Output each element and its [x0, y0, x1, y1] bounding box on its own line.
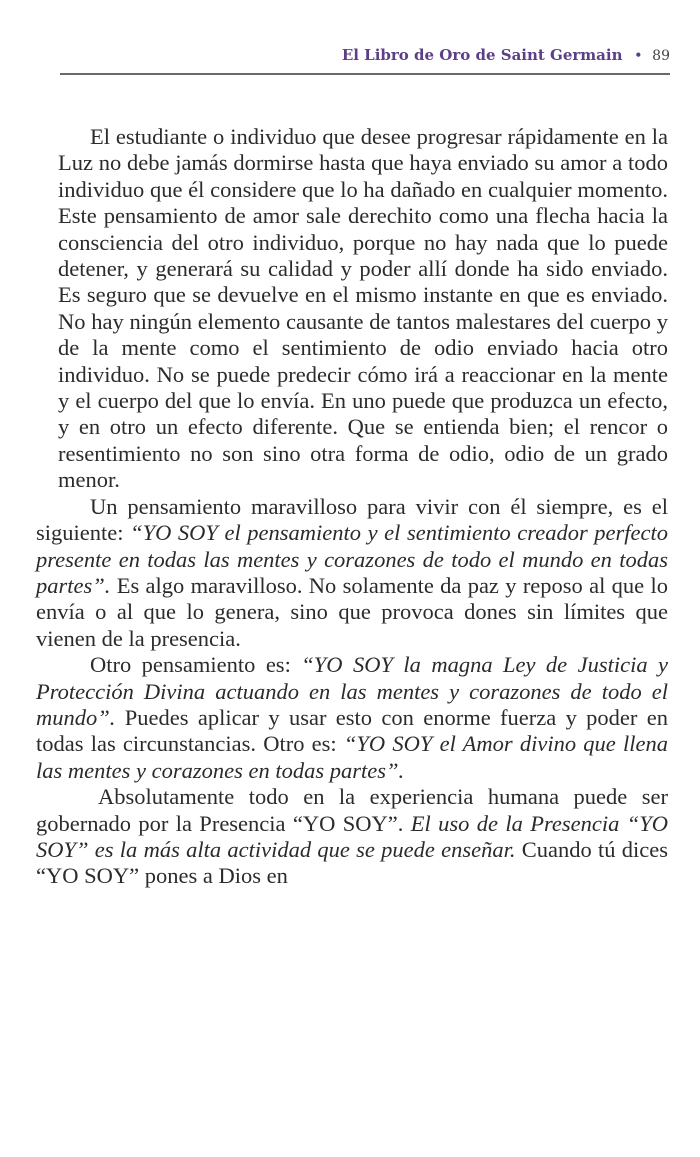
running-header — [60, 46, 670, 70]
page-number: 89 — [652, 48, 670, 64]
paragraph-2-text-a: Un pensamiento maravilloso para vivir con él siempre, es el siguiente: — [36, 493, 668, 546]
paragraph-3-quote-1: “YO SOY la magna Ley de Justicia y Protección Divina actuando en las mentes y corazones de todo el mundo”. — [36, 652, 668, 730]
paragraph-3-text-a: Otro pensamiento es: — [90, 652, 302, 678]
paragraph-3 — [36, 652, 668, 784]
paragraph-1-text: El estudiante o individuo que desee progresar rápidamente en la Luz no debe jamás dormirse hasta que haya enviado su amor a todo individuo que él considere que lo ha dañado en cualquier momento. Este pensamiento de amor sale derechito como una flecha hacia la consciencia del otro individuo, porque no hay nada que lo puede detener, y generará su calidad y poder allí donde ha sido enviado. Es seguro que se devuelve en el mismo instante en que es enviado. No hay ningún elemento causante de tantos malestares del cuerpo y de la mente como el sentimiento de odio enviado hacia otro individuo. No se puede predecir cómo irá a reaccionar en la mente y el cuerpo del que lo envía. En uno puede que produzca un efecto, y en otro un efecto diferente. Que se entienda bien; el rencor o resentimiento no son sino otra forma de odio, odio de un grado menor. — [58, 124, 668, 493]
paragraph-4-text-b: Cuando tú dices “YO SOY” pones a Dios en — [36, 836, 668, 889]
header-rule — [60, 73, 670, 75]
paragraph-2 — [36, 494, 668, 652]
page-body — [36, 124, 668, 890]
book-title: El Libro de Oro de Saint Germain — [341, 46, 623, 64]
paragraph-3-text-b: Puedes aplicar y usar esto con enorme fuerza y poder en todas las circunstancias. Otro es: — [36, 704, 668, 757]
paragraph-2-quote: “YO SOY el pensamiento y el sentimiento creador perfecto presente en todas las mentes y corazones de todo el mundo en todas partes”. — [36, 520, 668, 598]
paragraph-1 — [58, 124, 668, 494]
paragraph-3-quote-2: “YO SOY el Amor divino que llena las mentes y corazones en todas partes”. — [36, 731, 668, 783]
header-separator: • — [634, 48, 643, 62]
paragraph-4 — [36, 784, 668, 890]
paragraph-4-emphasis: El uso de la Presencia “YO SOY” es la más alta actividad que se puede enseñar. — [36, 810, 669, 862]
paragraph-2-text-b: Es algo maravilloso. No solamente da paz y reposo al que lo envía o al que lo genera, sino que provoca dones sin límites que vienen de la presencia. — [36, 572, 668, 651]
paragraph-4-text-a: Absolutamente todo en la experiencia humana puede ser gobernado por la Presencia “YO SOY”. — [36, 784, 668, 836]
